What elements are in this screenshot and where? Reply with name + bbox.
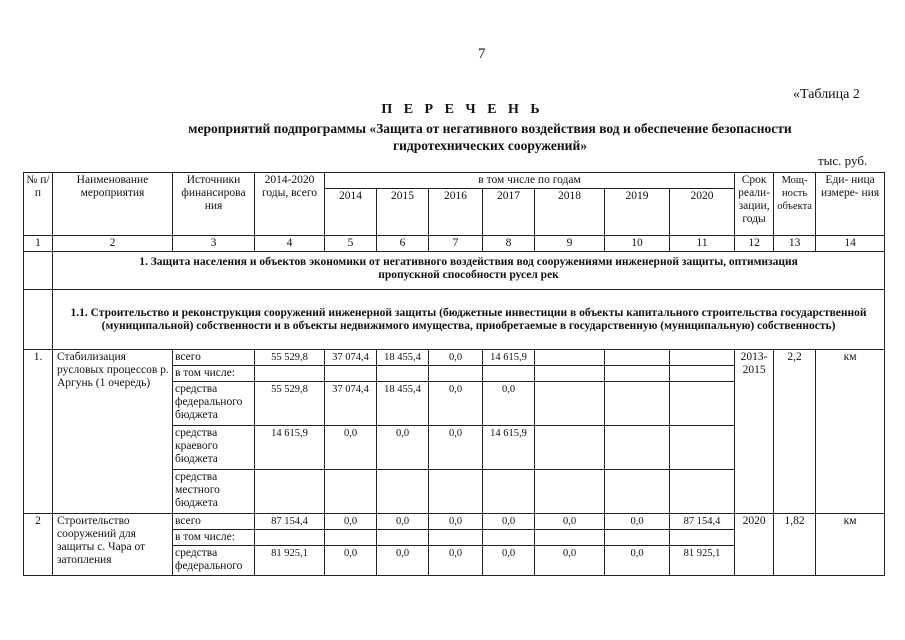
header-by-years: в том числе по годам [325,173,735,189]
document-subtitle: мероприятий подпрограммы «Защита от негативного воздействия вод и обеспечение безопасности гидротехнических сооружений» [188,121,792,153]
value-cell: 14 615,9 [483,426,535,470]
value-cell: 18 455,4 [377,350,429,366]
table-row [24,514,885,530]
value-cell [535,382,605,426]
table-row [24,350,885,366]
value-cell: 0,0 [377,546,429,576]
value-cell [670,426,735,470]
page-number: 7 [478,46,486,62]
value-cell [670,382,735,426]
units-label: тыс. руб. [818,153,868,168]
header-year: 2017 [483,189,535,236]
value-cell [535,530,605,546]
value-cell [429,366,483,382]
value-cell: 0,0 [535,514,605,530]
value-cell: 0,0 [377,426,429,470]
value-cell: 0,0 [605,546,670,576]
value-cell: 87 154,4 [255,514,325,530]
value-cell [255,470,325,514]
value-cell: 0,0 [325,546,377,576]
col-number: 13 [774,236,816,252]
row-num: 1. [24,350,53,514]
value-cell [670,366,735,382]
header-source: Источники финансирова ния [173,173,255,236]
power-cell: 2,2 [774,350,816,514]
col-number: 5 [325,236,377,252]
value-cell [483,366,535,382]
value-cell [670,350,735,366]
col-number: 9 [535,236,605,252]
section-num-cell [24,290,53,350]
value-cell: 0,0 [483,514,535,530]
header-unit: Еди- ница измере- ния [816,173,885,236]
col-number: 12 [735,236,774,252]
value-cell: 55 529,8 [255,382,325,426]
header-year: 2018 [535,189,605,236]
header-num: № п/п [24,173,53,236]
value-cell [377,530,429,546]
source-cell: средства федерального [173,546,255,576]
source-cell: в том числе: [173,530,255,546]
value-cell: 37 074,4 [325,350,377,366]
value-cell [429,470,483,514]
header-year: 2019 [605,189,670,236]
value-cell [377,366,429,382]
source-cell: средства федерального бюджета [173,382,255,426]
value-cell: 0,0 [535,546,605,576]
unit-cell: км [816,514,885,576]
value-cell: 37 074,4 [325,382,377,426]
col-number: 1 [24,236,53,252]
term-cell: 2020 [735,514,774,576]
value-cell [535,426,605,470]
value-cell [483,530,535,546]
col-number: 4 [255,236,325,252]
source-cell: средства краевого бюджета [173,426,255,470]
value-cell [605,530,670,546]
header-power: Мощ- ность объекта [774,173,816,236]
row-num: 2 [24,514,53,576]
source-cell: средства местного бюджета [173,470,255,514]
value-cell [535,470,605,514]
value-cell [429,530,483,546]
term-cell: 2013-2015 [735,350,774,514]
value-cell: 0,0 [483,546,535,576]
header-name: Наименование мероприятия [53,173,173,236]
header-year: 2014 [325,189,377,236]
value-cell: 18 455,4 [377,382,429,426]
source-cell: в том числе: [173,366,255,382]
unit-cell: км [816,350,885,514]
value-cell [325,366,377,382]
document-title: П Е Р Е Ч Е Н Ь [381,102,544,117]
value-cell: 81 925,1 [670,546,735,576]
source-cell: всего [173,350,255,366]
value-cell: 0,0 [429,426,483,470]
measures-table [23,172,885,576]
header-year: 2016 [429,189,483,236]
value-cell [325,530,377,546]
value-cell: 0,0 [325,426,377,470]
section-num-cell [24,252,53,290]
col-number: 8 [483,236,535,252]
value-cell: 87 154,4 [670,514,735,530]
value-cell [670,470,735,514]
value-cell: 0,0 [325,514,377,530]
value-cell [605,350,670,366]
table-note: «Таблица 2 [793,87,860,102]
value-cell [377,470,429,514]
value-cell: 55 529,8 [255,350,325,366]
col-number: 10 [605,236,670,252]
value-cell: 0,0 [483,382,535,426]
col-number: 6 [377,236,429,252]
value-cell: 0,0 [377,514,429,530]
value-cell: 0,0 [429,514,483,530]
source-cell: всего [173,514,255,530]
value-cell [325,470,377,514]
value-cell: 0,0 [429,546,483,576]
value-cell: 81 925,1 [255,546,325,576]
row-name: Стабилизация русловых процессов р. Аргунь (1 очередь) [53,350,173,514]
value-cell [605,382,670,426]
header-year: 2015 [377,189,429,236]
value-cell [535,350,605,366]
power-cell: 1,82 [774,514,816,576]
value-cell [483,470,535,514]
value-cell: 0,0 [605,514,670,530]
header-year: 2020 [670,189,735,236]
header-total: 2014-2020 годы, всего [255,173,325,236]
value-cell [605,366,670,382]
value-cell [670,530,735,546]
value-cell [255,530,325,546]
value-cell [605,426,670,470]
value-cell [535,366,605,382]
value-cell: 14 615,9 [483,350,535,366]
section-1-1-heading: 1.1. Строительство и реконструкция сооружений инженерной защиты (бюджетные инвестиции в объекты капитального строительства государственной (муниципальной) собственности и в объекты недвижимого имущества, приобретаемые в государственную (муниципальную) собственность) [53,290,885,350]
row-name: Строительство сооружений для защиты с. Чара от затопления [53,514,173,576]
col-number: 7 [429,236,483,252]
value-cell: 0,0 [429,382,483,426]
value-cell: 14 615,9 [255,426,325,470]
value-cell: 0,0 [429,350,483,366]
section-1-heading: 1. Защита населения и объектов экономики от негативного воздействия вод сооружениями инженерной защиты, оптимизация пропускной способности русел рек [53,252,885,290]
col-number: 2 [53,236,173,252]
header-term: Срок реали- зации, годы [735,173,774,236]
value-cell [605,470,670,514]
col-number: 14 [816,236,885,252]
col-number: 11 [670,236,735,252]
value-cell [255,366,325,382]
col-number: 3 [173,236,255,252]
